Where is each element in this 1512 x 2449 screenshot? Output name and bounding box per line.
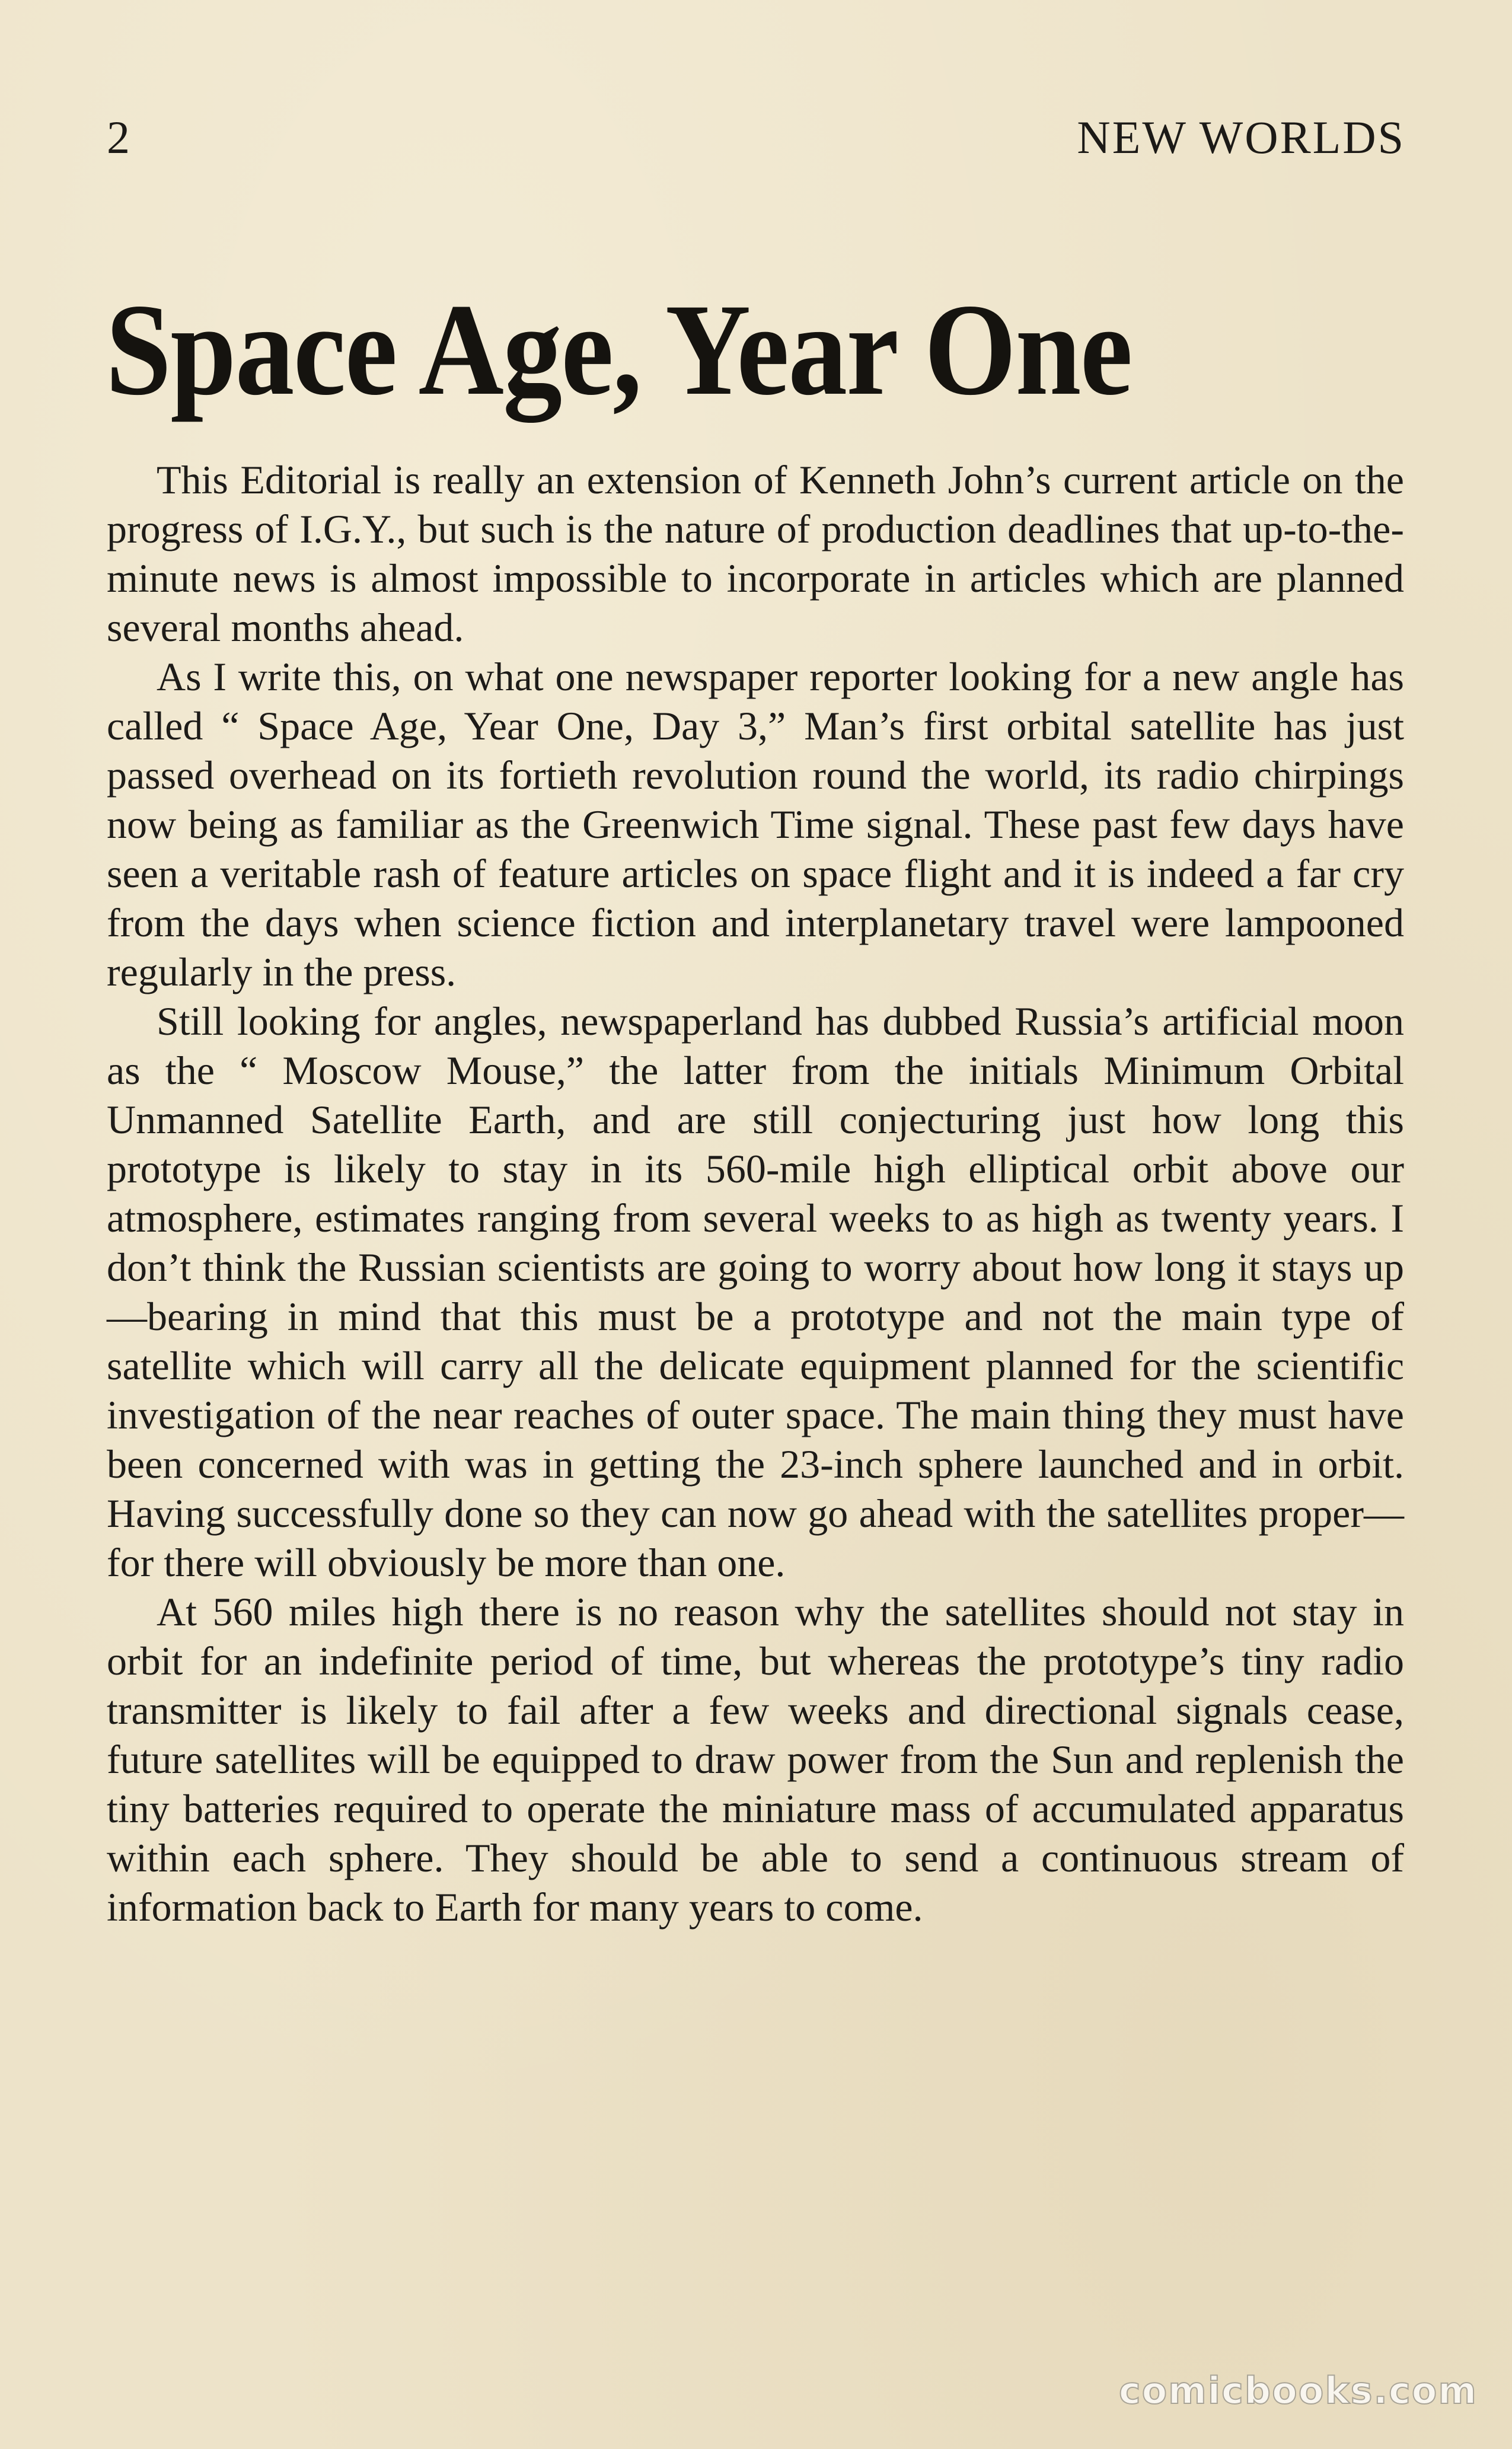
paragraph: At 560 miles high there is no reason why the satellites should not stay in orbit for an indefinite period of time, but whereas the prototype’s tiny radio transmitter is likely to fail after a few weeks and directional signals cease, future satellites will be equipped to draw power from the Sun and replenish the tiny batteries required to operate the miniature mass of accumulated apparatus within each sphere. They should be able to send a continuous stream of information back to Earth for many years to come. [107, 1589, 1404, 1930]
editorial-body [107, 455, 1404, 1932]
running-head [107, 108, 1405, 167]
journal-title: NEW WORLDS [1077, 111, 1405, 163]
editorial-title: Space Age, Year One [106, 277, 1132, 423]
paragraph: This Editorial is really an extension of Kenneth John’s current article on the progress of I.G.Y., but such is the nature of production deadlines that up-to-the-minute news is almost impossible to incorporate in articles which are planned several months ahead. [107, 457, 1404, 650]
paragraph: Still looking for angles, newspaperland has dubbed Russia’s artificial moon as the “ Moscow Mouse,” the latter from the initials Minimum Orbital Unmanned Satellite Earth, and are still conjecturing just how long this prototype is likely to stay in its 560-mile high elliptical orbit above our atmosphere, estimates ranging from several weeks to as high as twenty years. I don’t think the Russian scientists are going to worry about how long it stays up—bearing in mind that this must be a prototype and not the main type of satellite which will carry all the delicate equipment planned for the scientific investigation of the near reaches of outer space. The main thing they must have been concerned with was in getting the 23-inch sphere launched and in orbit. Having successfully done so they can now go ahead with the satellites proper—for there will obviously be more than one. [107, 999, 1404, 1585]
watermark: comicbooks.com [1118, 2369, 1478, 2412]
paragraph: As I write this, on what one newspaper reporter looking for a new angle has called “ Space Age, Year One, Day 3,” Man’s first orbital satellite has just passed overhead on its fortieth revolution round the world, its radio chirpings now being as familiar as the Greenwich Time signal. These past few days have seen a veritable rash of feature articles on space flight and it is indeed a far cry from the days when science fiction and interplanetary travel were lampooned regularly in the press. [107, 654, 1404, 994]
page-number: 2 [107, 111, 130, 163]
